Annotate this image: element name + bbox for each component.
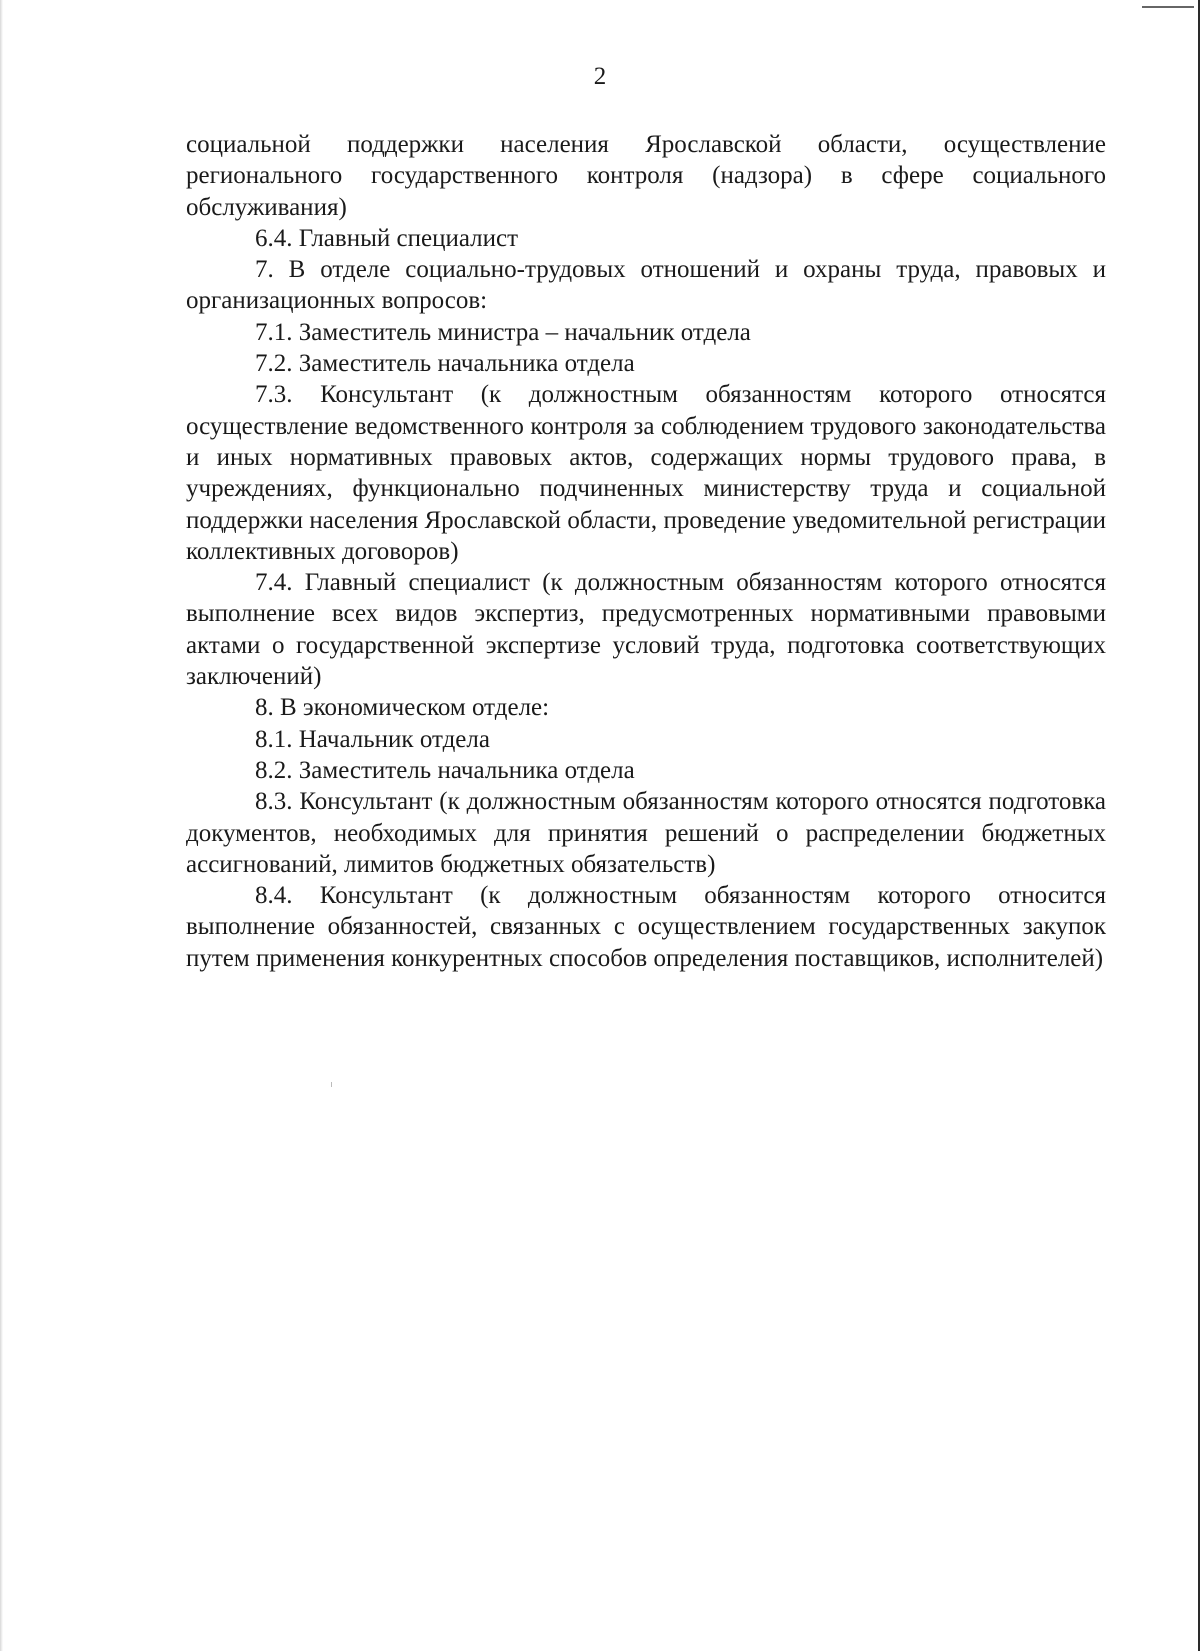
- paragraph: 7.3. Консультант (к должностным обязанностям которого относятся осуществление ведомственного контроля за соблюдением трудового законодательства и иных нормативных правовых актов, содержащих нормы трудового права, в учреждениях, функционально подчиненных министерству труда и социальной поддержки населения Ярославской области, проведение уведомительной регистрации коллективных договоров): [186, 381, 1106, 565]
- paragraph: 8.3. Консультант (к должностным обязанностям которого относятся подготовка документов, необходимых для принятия решений о распределении бюджетных ассигнований, лимитов бюджетных обязательств): [186, 788, 1106, 878]
- paragraph: 8.4. Консультант (к должностным обязанностям которого относится выполнение обязанностей, связанных с осуществлением государственных закупок путем применения конкурентных способов определения поставщиков, исполнителей): [186, 882, 1106, 972]
- paragraph: социальной поддержки населения Ярославской области, осуществление регионального государственного контроля (надзора) в сфере социального обслуживания): [186, 131, 1106, 221]
- paragraph: 7.4. Главный специалист (к должностным обязанностям которого относятся выполнение всех видов экспертиз, предусмотренных нормативными правовыми актами о государственной экспертизе условий труда, подготовка соответствующих заключений): [186, 569, 1106, 691]
- paragraph: 7.2. Заместитель начальника отдела: [255, 350, 635, 378]
- paragraph: 8.1. Начальник отдела: [255, 725, 490, 753]
- scan-speck: [331, 1082, 332, 1087]
- paragraph: 8. В экономическом отделе:: [255, 694, 550, 722]
- page-number: 2: [593, 63, 607, 90]
- paragraph: 6.4. Главный специалист: [255, 224, 519, 252]
- scan-mark: [1142, 6, 1194, 8]
- paragraph: 7.1. Заместитель министра – начальник отдела: [255, 318, 751, 346]
- paragraph: 7. В отделе социально-трудовых отношений и охраны труда, правовых и организационных вопросов:: [186, 256, 1106, 315]
- paragraph: 8.2. Заместитель начальника отдела: [255, 756, 635, 784]
- document-body: [186, 129, 1106, 974]
- scan-edge-left: [0, 0, 3, 1651]
